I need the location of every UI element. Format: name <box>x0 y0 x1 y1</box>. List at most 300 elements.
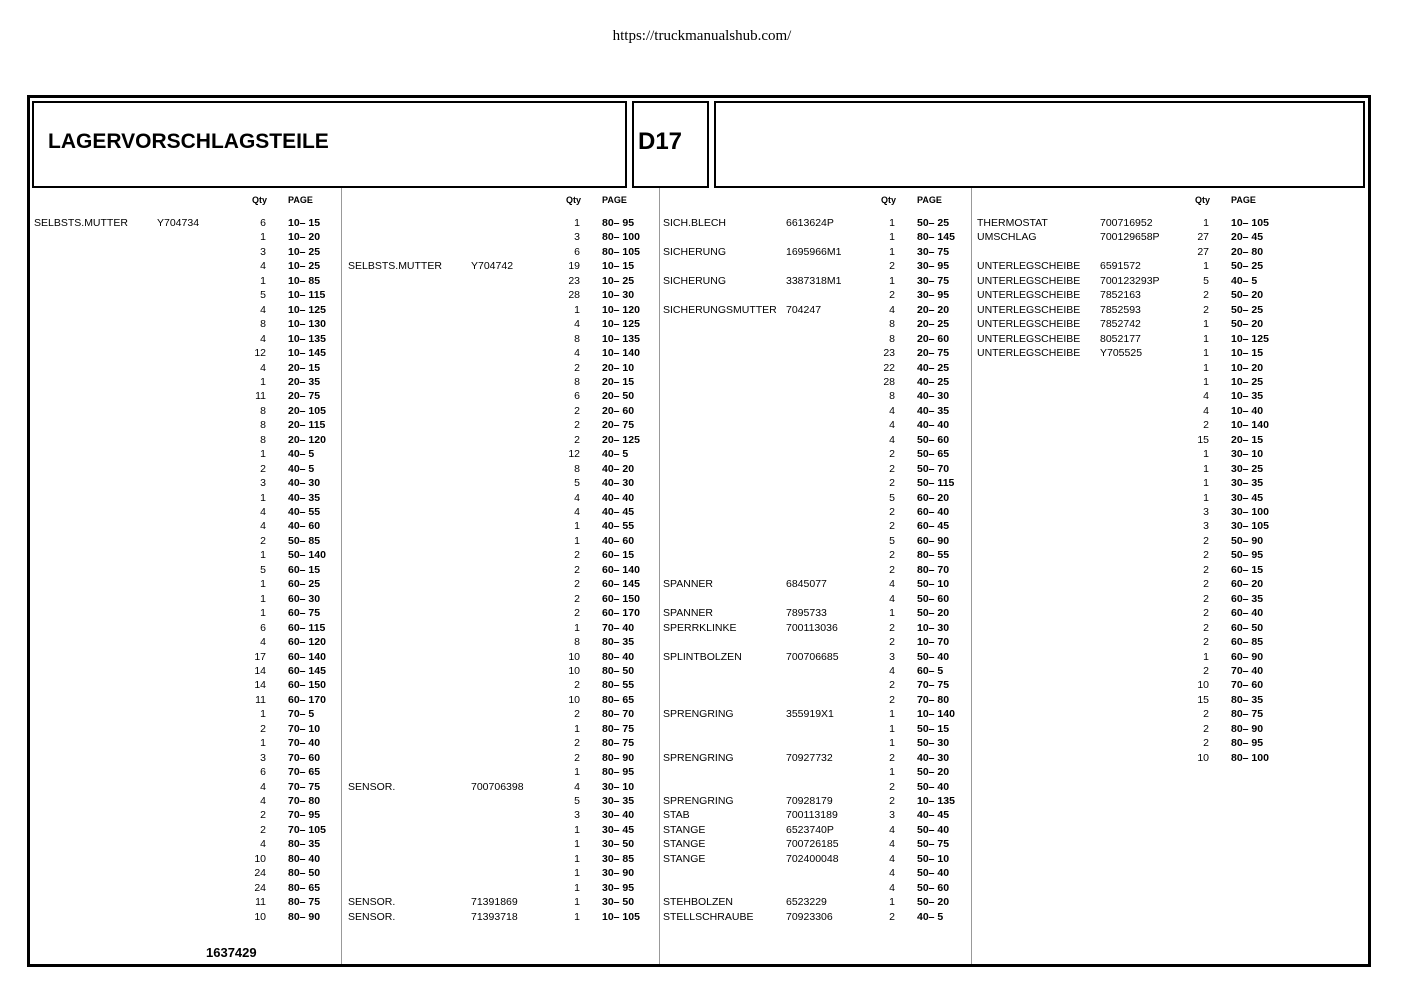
part-number: 70923306 <box>786 911 833 923</box>
quantity: 4 <box>260 304 266 316</box>
quantity: 2 <box>889 463 895 475</box>
page-reference: 80– 75 <box>288 896 321 908</box>
part-name: SICH.BLECH <box>663 217 727 229</box>
quantity: 8 <box>574 463 580 475</box>
quantity: 23 <box>568 275 580 287</box>
quantity: 10 <box>568 665 580 677</box>
page-reference: 50– 20 <box>917 766 950 778</box>
quantity: 4 <box>574 318 580 330</box>
page-reference: 60– 85 <box>1231 636 1264 648</box>
part-name: STANGE <box>663 824 706 836</box>
quantity: 8 <box>260 318 266 330</box>
quantity: 4 <box>260 333 266 345</box>
page-reference: 20– 20 <box>917 304 950 316</box>
quantity: 1 <box>889 708 895 720</box>
page-reference: 50– 20 <box>1231 318 1264 330</box>
part-number: 1695966M1 <box>786 246 842 258</box>
quantity: 10 <box>1197 679 1209 691</box>
page-reference: 60– 90 <box>917 535 950 547</box>
quantity: 2 <box>889 795 895 807</box>
page-reference: 50– 65 <box>917 448 950 460</box>
page-reference: 10– 15 <box>1231 347 1264 359</box>
quantity: 2 <box>889 622 895 634</box>
quantity: 2 <box>574 564 580 576</box>
quantity: 2 <box>889 477 895 489</box>
page-reference: 30– 25 <box>1231 463 1264 475</box>
page-reference: 60– 15 <box>1231 564 1264 576</box>
quantity: 1 <box>260 737 266 749</box>
quantity: 1 <box>574 766 580 778</box>
page-reference: 20– 75 <box>602 419 635 431</box>
page-reference: 50– 30 <box>917 737 950 749</box>
quantity: 1 <box>260 578 266 590</box>
page-reference: 80– 95 <box>1231 737 1264 749</box>
quantity: 1 <box>574 217 580 229</box>
quantity: 5 <box>889 492 895 504</box>
quantity: 28 <box>883 376 895 388</box>
page-reference: 10– 30 <box>917 622 950 634</box>
page-reference: 50– 20 <box>917 607 950 619</box>
page-reference: 80– 55 <box>602 679 635 691</box>
page-reference: 30– 50 <box>602 896 635 908</box>
quantity: 8 <box>889 333 895 345</box>
page-reference: 60– 45 <box>917 520 950 532</box>
quantity: 1 <box>889 217 895 229</box>
part-name: SENSOR. <box>348 781 396 793</box>
part-name: SPRENGRING <box>663 795 734 807</box>
quantity: 2 <box>1203 593 1209 605</box>
page-reference: 40– 60 <box>602 535 635 547</box>
quantity: 1 <box>260 492 266 504</box>
page-reference: 40– 25 <box>917 376 950 388</box>
page-reference: 10– 140 <box>602 347 640 359</box>
page-reference: 20– 10 <box>602 362 635 374</box>
page-reference: 10– 130 <box>288 318 326 330</box>
part-name: UNTERLEGSCHEIBE <box>977 275 1081 287</box>
quantity: 1 <box>574 824 580 836</box>
quantity: 4 <box>889 824 895 836</box>
page-reference: 40– 5 <box>288 463 315 475</box>
quantity: 1 <box>1203 260 1209 272</box>
page-reference: 50– 60 <box>917 593 950 605</box>
page-reference: 80– 35 <box>288 838 321 850</box>
quantity: 2 <box>889 781 895 793</box>
page-reference: 40– 45 <box>602 506 635 518</box>
quantity: 1 <box>260 448 266 460</box>
page-reference: 60– 75 <box>288 607 321 619</box>
quantity: 8 <box>574 636 580 648</box>
page-reference: 20– 80 <box>1231 246 1264 258</box>
quantity: 1 <box>574 882 580 894</box>
quantity: 14 <box>254 679 266 691</box>
page-reference: 70– 5 <box>288 708 315 720</box>
quantity: 1 <box>574 853 580 865</box>
quantity: 4 <box>260 362 266 374</box>
column-divider <box>341 188 342 964</box>
part-number: 6523229 <box>786 896 827 908</box>
page-reference: 40– 45 <box>917 809 950 821</box>
page-reference: 70– 10 <box>288 723 321 735</box>
quantity: 1 <box>1203 651 1209 663</box>
page-reference: 50– 60 <box>917 882 950 894</box>
page-reference: 80– 55 <box>917 549 950 561</box>
page-reference: 40– 30 <box>602 477 635 489</box>
page-reference: 60– 120 <box>288 636 326 648</box>
quantity: 2 <box>1203 723 1209 735</box>
part-name: SENSOR. <box>348 896 396 908</box>
page-reference: 80– 105 <box>602 246 640 258</box>
page-reference: 60– 40 <box>917 506 950 518</box>
quantity: 10 <box>254 853 266 865</box>
page-reference: 60– 145 <box>288 665 326 677</box>
quantity: 8 <box>889 318 895 330</box>
part-number: Y704734 <box>157 217 200 229</box>
quantity: 1 <box>889 896 895 908</box>
page-reference: 20– 60 <box>602 405 635 417</box>
quantity: 1 <box>574 520 580 532</box>
page-reference: 60– 170 <box>288 694 326 706</box>
part-number: 7895733 <box>786 607 827 619</box>
part-number: 700726185 <box>786 838 839 850</box>
quantity: 4 <box>574 506 580 518</box>
quantity: 4 <box>889 578 895 590</box>
quantity: 4 <box>889 882 895 894</box>
page-reference: 60– 145 <box>602 578 640 590</box>
page-reference: 10– 145 <box>288 347 326 359</box>
page-reference: 50– 25 <box>1231 304 1264 316</box>
quantity: 3 <box>889 651 895 663</box>
quantity: 4 <box>260 795 266 807</box>
quantity: 2 <box>574 434 580 446</box>
quantity: 3 <box>260 752 266 764</box>
quantity: 2 <box>889 679 895 691</box>
part-number: Y704742 <box>471 260 514 272</box>
part-number: 6591572 <box>1100 260 1141 272</box>
part-name: SENSOR. <box>348 911 396 923</box>
quantity: 1 <box>574 838 580 850</box>
page-reference: 80– 70 <box>917 564 950 576</box>
part-name: STELLSCHRAUBE <box>663 911 754 923</box>
quantity: 1 <box>574 535 580 547</box>
page-reference: 10– 25 <box>602 275 635 287</box>
part-number: 7852163 <box>1100 289 1141 301</box>
quantity: 2 <box>889 564 895 576</box>
quantity: 4 <box>574 492 580 504</box>
quantity: 5 <box>889 535 895 547</box>
part-name: STEHBOLZEN <box>663 896 734 908</box>
page-reference: 70– 105 <box>288 824 326 836</box>
quantity: 4 <box>260 520 266 532</box>
quantity: 1 <box>1203 477 1209 489</box>
page-reference: 30– 105 <box>1231 520 1269 532</box>
page-reference: 50– 90 <box>1231 535 1264 547</box>
page-reference: 60– 35 <box>1231 593 1264 605</box>
page-reference: 30– 95 <box>602 882 635 894</box>
quantity: 1 <box>260 376 266 388</box>
quantity: 5 <box>260 564 266 576</box>
page-reference: 40– 5 <box>602 448 629 460</box>
page-reference: 50– 25 <box>1231 260 1264 272</box>
column-divider <box>971 188 972 964</box>
quantity: 6 <box>260 766 266 778</box>
quantity: 1 <box>260 275 266 287</box>
quantity: 3 <box>1203 506 1209 518</box>
page-reference: 60– 30 <box>288 593 321 605</box>
quantity: 1 <box>1203 448 1209 460</box>
page-reference: 60– 140 <box>602 564 640 576</box>
part-name: SELBSTS.MUTTER <box>348 260 442 272</box>
page-reference: 20– 15 <box>602 376 635 388</box>
quantity: 2 <box>1203 304 1209 316</box>
page-reference: 60– 15 <box>288 564 321 576</box>
page-reference: 10– 25 <box>1231 376 1264 388</box>
quantity: 2 <box>889 752 895 764</box>
page-reference: 30– 90 <box>602 867 635 879</box>
page-reference: 40– 30 <box>917 752 950 764</box>
page-reference: 10– 20 <box>1231 362 1264 374</box>
quantity: 1 <box>1203 463 1209 475</box>
page-reference: 10– 70 <box>917 636 950 648</box>
page-reference: 70– 75 <box>917 679 950 691</box>
page-reference: 40– 5 <box>1231 275 1258 287</box>
quantity: 2 <box>574 419 580 431</box>
part-name: SICHERUNG <box>663 275 727 287</box>
page-reference: 60– 15 <box>602 549 635 561</box>
page-reference: 70– 65 <box>288 766 321 778</box>
page-reference: 80– 100 <box>1231 752 1269 764</box>
quantity: 1 <box>889 737 895 749</box>
quantity: 19 <box>568 260 580 272</box>
page-reference: 80– 100 <box>602 231 640 243</box>
page-header: PAGE <box>602 195 627 205</box>
quantity: 1 <box>1203 492 1209 504</box>
page-reference: 70– 95 <box>288 809 321 821</box>
quantity: 10 <box>568 694 580 706</box>
page-reference: 70– 75 <box>288 781 321 793</box>
page-reference: 30– 75 <box>917 275 950 287</box>
quantity: 4 <box>260 838 266 850</box>
page-reference: 60– 5 <box>917 665 944 677</box>
part-number: 70927732 <box>786 752 833 764</box>
page-reference: 80– 75 <box>602 737 635 749</box>
page-reference: 40– 40 <box>602 492 635 504</box>
page-reference: 80– 50 <box>602 665 635 677</box>
page-reference: 30– 45 <box>1231 492 1264 504</box>
part-name: SPANNER <box>663 578 713 590</box>
page-reference: 60– 90 <box>1231 651 1264 663</box>
page-reference: 50– 60 <box>917 434 950 446</box>
page-reference: 20– 15 <box>1231 434 1264 446</box>
quantity: 11 <box>255 694 266 706</box>
quantity: 2 <box>574 737 580 749</box>
quantity: 2 <box>1203 535 1209 547</box>
quantity: 6 <box>260 217 266 229</box>
part-name: THERMOSTAT <box>977 217 1048 229</box>
page-reference: 60– 25 <box>288 578 321 590</box>
part-name: SPRENGRING <box>663 708 734 720</box>
part-number: 700123293P <box>1100 275 1160 287</box>
page-reference: 20– 45 <box>1231 231 1264 243</box>
quantity: 2 <box>574 752 580 764</box>
page-reference: 30– 100 <box>1231 506 1269 518</box>
quantity: 4 <box>574 347 580 359</box>
quantity: 2 <box>1203 564 1209 576</box>
part-name: SPLINTBOLZEN <box>663 651 742 663</box>
column-divider <box>659 188 660 964</box>
quantity: 3 <box>1203 520 1209 532</box>
quantity: 5 <box>1203 275 1209 287</box>
quantity: 4 <box>889 867 895 879</box>
page-reference: 40– 30 <box>917 390 950 402</box>
page-reference: 40– 25 <box>917 362 950 374</box>
page-reference: 20– 25 <box>917 318 950 330</box>
quantity: 4 <box>260 260 266 272</box>
part-number: Y705525 <box>1100 347 1143 359</box>
part-name: SELBSTS.MUTTER <box>34 217 128 229</box>
page-reference: 80– 50 <box>288 867 321 879</box>
page-reference: 40– 55 <box>288 506 321 518</box>
part-number: 700113189 <box>786 809 838 821</box>
page-reference: 80– 40 <box>602 651 635 663</box>
page-reference: 40– 35 <box>917 405 950 417</box>
qty-header: Qty <box>566 195 582 205</box>
quantity: 4 <box>889 405 895 417</box>
quantity: 24 <box>254 882 266 894</box>
quantity: 2 <box>889 694 895 706</box>
page-reference: 40– 55 <box>602 520 635 532</box>
page-reference: 40– 60 <box>288 520 321 532</box>
qty-header: Qty <box>252 195 268 205</box>
page-reference: 20– 115 <box>288 419 326 431</box>
part-number: 7852593 <box>1100 304 1141 316</box>
quantity: 8 <box>260 434 266 446</box>
quantity: 12 <box>254 347 266 359</box>
part-number: 704247 <box>786 304 822 316</box>
page-reference: 10– 135 <box>288 333 326 345</box>
part-name: UNTERLEGSCHEIBE <box>977 333 1081 345</box>
quantity: 1 <box>889 766 895 778</box>
part-number: 700129658P <box>1100 231 1160 243</box>
page-reference: 20– 60 <box>917 333 950 345</box>
quantity: 1 <box>1203 333 1209 345</box>
part-number: 700706685 <box>786 651 839 663</box>
page-reference: 60– 20 <box>1231 578 1264 590</box>
page-reference: 60– 115 <box>288 622 326 634</box>
page-reference: 10– 85 <box>288 275 321 287</box>
quantity: 1 <box>889 275 895 287</box>
part-name: STANGE <box>663 838 706 850</box>
quantity: 2 <box>260 535 266 547</box>
part-number: 702400048 <box>786 853 839 865</box>
quantity: 2 <box>574 708 580 720</box>
quantity: 2 <box>1203 289 1209 301</box>
part-name: STAB <box>663 809 690 821</box>
page-reference: 80– 75 <box>1231 708 1264 720</box>
page-reference: 80– 35 <box>602 636 635 648</box>
page-reference: 30– 10 <box>1231 448 1264 460</box>
part-number: 700706398 <box>471 781 524 793</box>
quantity: 1 <box>1203 362 1209 374</box>
page-reference: 50– 115 <box>917 477 955 489</box>
page-reference: 60– 150 <box>602 593 640 605</box>
quantity: 3 <box>574 231 580 243</box>
page-reference: 60– 170 <box>602 607 640 619</box>
quantity: 4 <box>260 636 266 648</box>
page-reference: 20– 75 <box>917 347 950 359</box>
page-reference: 20– 75 <box>288 390 321 402</box>
quantity: 1 <box>574 911 580 923</box>
page-reference: 50– 70 <box>917 463 950 475</box>
source-url: https://truckmanualshub.com/ <box>612 28 792 44</box>
page-reference: 50– 40 <box>917 781 950 793</box>
quantity: 27 <box>1197 246 1209 258</box>
page-header: PAGE <box>288 195 313 205</box>
page-reference: 20– 105 <box>288 405 326 417</box>
quantity: 23 <box>883 347 895 359</box>
quantity: 2 <box>1203 636 1209 648</box>
quantity: 4 <box>1203 390 1209 402</box>
quantity: 1 <box>260 231 266 243</box>
page-reference: 10– 40 <box>1231 405 1264 417</box>
quantity: 3 <box>574 809 580 821</box>
quantity: 11 <box>255 896 266 908</box>
page-reference: 20– 125 <box>602 434 640 446</box>
page-reference: 70– 40 <box>602 622 635 634</box>
page-reference: 40– 20 <box>602 463 635 475</box>
page-reference: 20– 50 <box>602 390 635 402</box>
page-reference: 30– 75 <box>917 246 950 258</box>
part-number: 6845077 <box>786 578 827 590</box>
quantity: 3 <box>260 477 266 489</box>
page-reference: 30– 35 <box>602 795 635 807</box>
page-reference: 10– 25 <box>288 260 321 272</box>
part-name: UNTERLEGSCHEIBE <box>977 304 1081 316</box>
quantity: 14 <box>254 665 266 677</box>
blank-header-box <box>714 101 1365 188</box>
part-name: SPANNER <box>663 607 713 619</box>
quantity: 2 <box>1203 549 1209 561</box>
page-reference: 80– 35 <box>1231 694 1264 706</box>
quantity: 2 <box>574 607 580 619</box>
quantity: 2 <box>574 593 580 605</box>
page-reference: 10– 140 <box>1231 419 1269 431</box>
quantity: 4 <box>889 304 895 316</box>
quantity: 1 <box>1203 376 1209 388</box>
section-code: D17 <box>638 128 683 155</box>
quantity: 3 <box>889 809 895 821</box>
quantity: 2 <box>889 520 895 532</box>
quantity: 2 <box>889 506 895 518</box>
page-reference: 10– 115 <box>288 289 326 301</box>
quantity: 10 <box>254 911 266 923</box>
quantity: 1 <box>1203 318 1209 330</box>
page-reference: 60– 50 <box>1231 622 1264 634</box>
qty-header: Qty <box>1195 195 1211 205</box>
quantity: 2 <box>889 911 895 923</box>
page-reference: 10– 120 <box>602 304 640 316</box>
page-reference: 20– 120 <box>288 434 326 446</box>
quantity: 4 <box>889 419 895 431</box>
quantity: 12 <box>568 448 580 460</box>
page-reference: 40– 30 <box>288 477 321 489</box>
quantity: 1 <box>574 896 580 908</box>
page-header: PAGE <box>917 195 942 205</box>
page-reference: 80– 145 <box>917 231 955 243</box>
page-reference: 20– 35 <box>288 376 321 388</box>
quantity: 1 <box>1203 217 1209 229</box>
quantity: 2 <box>574 578 580 590</box>
footer-number: 1637429 <box>206 945 257 960</box>
